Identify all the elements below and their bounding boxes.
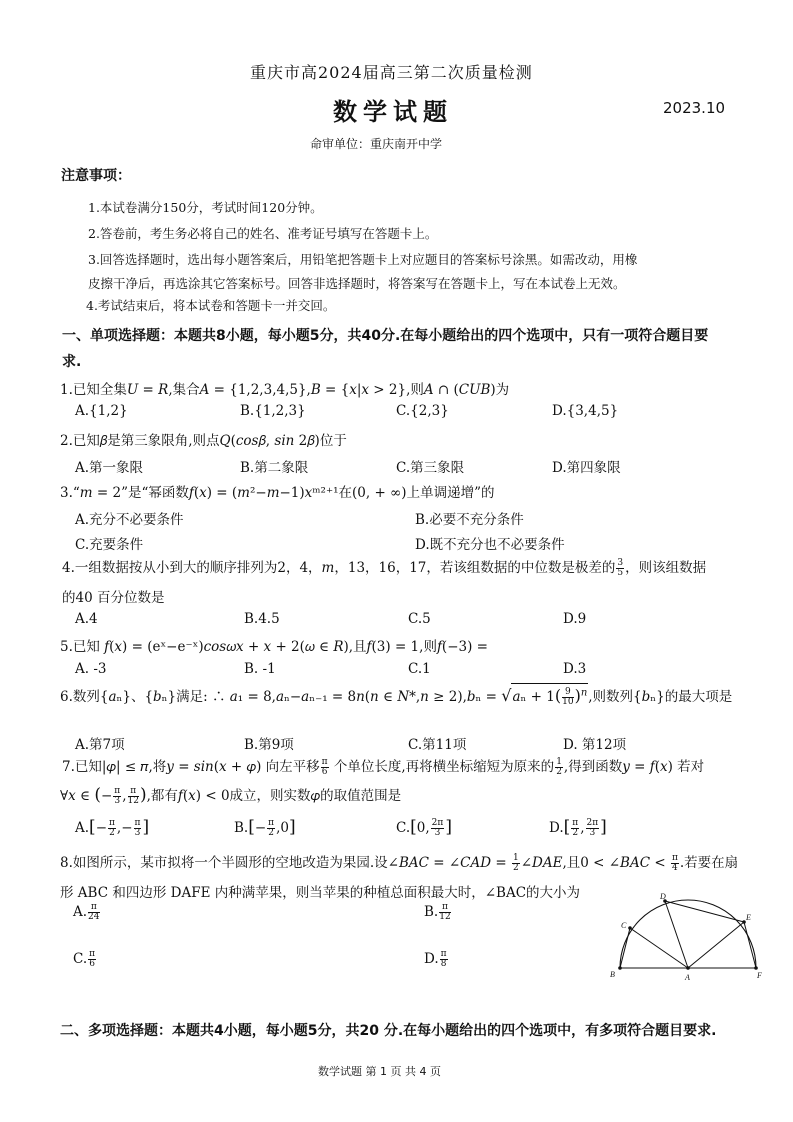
exam-date: 2023.10: [663, 99, 726, 117]
point-A: [686, 966, 690, 970]
q8-option-b-label: B.: [424, 904, 439, 920]
q7-option-b-label: B.: [234, 820, 249, 836]
q7-option-a: A.[− $\frac{\pi}{2}$ ,− $\frac{\pi}{3}$ ]: [75, 817, 150, 838]
q1-option-c: C.{2,3}: [396, 403, 449, 419]
section2-heading: 二、多项选择题：本题共4小题，每小题5分，共20 分.在每小题给出的四个选项中，有多项符合题目要求.: [60, 1023, 717, 1039]
q7-option-d-lo-num: π: [572, 818, 579, 828]
label-C: C: [621, 921, 627, 930]
q8-lim-num: π: [671, 853, 678, 863]
semicircle-figure: [600, 888, 772, 986]
note-item-3-cont: 皮擦干净后，再选涂其它答案标号。回答非选择题时，将答案写在答题卡上，写在本试卷上无效。: [88, 276, 626, 291]
q7-option-a-label: A.: [75, 820, 90, 836]
q8-option-a-den: 24: [88, 912, 100, 922]
q6-stem-text-b: ,则数列{𝑏ₙ}的最大项是: [588, 689, 733, 705]
q4-stem-text-b: ，则该组数据: [625, 560, 707, 576]
q7-stem: [62, 755, 704, 777]
note-item-3: 3.回答选择题时，选出每小题答案后，用铅笔把答题卡上对应题目的答案标号涂黑。如需改动，用橡: [88, 252, 638, 267]
page-footer: 数学试题 第 1 页 共 4 页: [318, 1065, 441, 1078]
q3-option-a: A.充分不必要条件: [75, 512, 184, 528]
segment-AD: [665, 901, 688, 968]
q6-fraction: [562, 688, 573, 707]
q5-option-d: D.3: [563, 661, 587, 677]
page-title: 数学试题: [333, 97, 453, 126]
q7-option-a-hi-den: 3: [134, 828, 141, 838]
q7-interval-left: [113, 787, 121, 806]
q7-interval-right-num: π: [128, 787, 139, 797]
q4-option-a: A.4: [75, 611, 98, 627]
q7-shift-fraction: [321, 758, 329, 777]
q8-option-a: [73, 903, 101, 922]
q7-option-b-lo-num: π: [268, 818, 275, 828]
q6-stem-text: 6.数列{𝑎ₙ}、{𝑏ₙ}满足: ∴ 𝑎₁ = 8,𝑎ₙ−𝑎ₙ₋₁ = 8𝑛(𝑛 ∈ 𝑁*,𝑛 ≥ 2),𝑏ₙ =: [60, 689, 502, 705]
segment-AE: [688, 922, 744, 968]
label-F: F: [757, 971, 762, 980]
q5-option-a: A. -3: [75, 661, 107, 677]
note-item-4: 4.考试结束后，将本试卷和答题卡一并交回。: [86, 298, 336, 313]
q8-option-b-den: 12: [439, 912, 451, 922]
q8-option-b: [424, 903, 452, 922]
q2-stem: 2.已知𝛽是第三象限角,则点𝑄(𝑐𝑜𝑠𝛽, 𝑠𝑖𝑛 2𝛽)位于: [60, 433, 347, 449]
q7-option-c: C.[0, $\frac{2\pi}{3}$ ]: [396, 817, 452, 838]
q4-stem-text: 4.一组数据按从小到大的顺序排列为2，4，𝑚，13，16，17，若该组数据的中位数是极差的: [62, 560, 616, 576]
q7-stem-text: 7.已知|𝜑| ≤ 𝜋,将𝑦 = 𝑠𝑖𝑛(𝑥 + 𝜑) 向左平移: [62, 759, 320, 775]
section1-heading-cont: 求.: [62, 354, 82, 370]
q7-shift-den: 6: [321, 767, 328, 777]
q2-option-a: A.第一象限: [75, 460, 144, 476]
q7-half-fraction: [555, 758, 563, 777]
segment-EF: [744, 922, 756, 968]
q8-option-a-num: π: [88, 903, 99, 913]
exam-subtitle: 重庆市高2024届高三第二次质量检测: [250, 63, 533, 82]
q2-option-b: B.第二象限: [240, 460, 309, 476]
q8-lim-den: 4: [672, 863, 678, 873]
q4-fraction: [616, 559, 624, 578]
q6-option-b: B.第9项: [244, 737, 294, 753]
q7-option-b: B.[− $\frac{\pi}{2}$ ,0]: [234, 817, 296, 838]
q4-option-b: B.4.5: [244, 611, 280, 627]
note-item-2: 2.答卷前，考生务必将自己的姓名、准考证号填写在答题卡上。: [88, 226, 438, 241]
q4-stem-cont: 的40 百分位数是: [62, 590, 165, 606]
q4-frac-num: 3: [617, 558, 624, 568]
q8-stem-text-b: ∠𝐷𝐴𝐸,且0 < ∠𝐵𝐴𝐶 <: [520, 855, 670, 871]
q7-stem-cont: ∀𝑥 ∈ (− $\frac{\pi}{3}$ , $\frac{\pi}{12}$ ),都有𝑓(𝑥) < 0成立，则实数𝜑的取值范围是: [60, 785, 402, 806]
q7-option-c-label: C.: [396, 820, 411, 836]
q7-option-a-lo-den: 2: [109, 828, 115, 838]
q7-option-a-lo-num: π: [109, 818, 115, 828]
q4-frac-den: 5: [617, 568, 624, 578]
q4-option-d: D.9: [563, 611, 587, 627]
q8-stem-text: 8.如图所示，某市拟将一个半圆形的空地改造为果园.设∠𝐵𝐴𝐶 = ∠𝐶𝐴𝐷 =: [60, 855, 511, 871]
segment-DE: [665, 901, 744, 922]
q1-option-d: D.{3,4,5}: [552, 403, 619, 419]
q7-stem-text-c: ,得到函数𝑦 = 𝑓(𝑥) 若对: [563, 759, 705, 775]
q8-option-b-num: π: [439, 903, 450, 913]
q2-option-c: C.第三象限: [396, 460, 465, 476]
q8-option-c-num: π: [89, 949, 96, 959]
label-E: E: [746, 913, 751, 922]
q8-half-num: 1: [512, 853, 519, 863]
point-F: [754, 966, 758, 970]
q6-frac-den: 10: [562, 697, 574, 707]
q5-option-b: B. -1: [244, 661, 276, 677]
q8-option-d-label: D.: [424, 951, 439, 967]
q6-option-a: A.第7项: [75, 737, 125, 753]
q3-stem: 3.“𝑚 = 2”是“幂函数𝑓(𝑥) = (𝑚²−𝑚−1)𝑥ᵐ²⁺¹在(0, + ∞)上单调递增”的: [60, 485, 495, 501]
notes-heading: 注意事项：: [61, 168, 131, 184]
q6-frac-num: 9: [562, 688, 573, 698]
q8-stem-text-c: .若要在扇: [679, 855, 739, 871]
q7-interval-right-den: 12: [127, 796, 139, 806]
q8-option-d-num: π: [440, 949, 447, 959]
q7-option-a-hi-num: π: [134, 818, 141, 828]
q8-option-a-label: A.: [73, 904, 88, 920]
q8-option-c-den: 6: [89, 959, 95, 969]
q7-interval-right: [128, 787, 139, 806]
author-unit: 命审单位：重庆南开中学: [310, 137, 443, 151]
q5-option-c: C.1: [408, 661, 431, 677]
q7-half-num: 1: [556, 757, 562, 767]
q8-stem-cont: 形 ABC 和四边形 DAFE 内种满苹果，则当苹果的种植总面积最大时，∠BAC的大小为: [60, 885, 581, 901]
q6-option-d: D. 第12项: [563, 737, 627, 753]
q7-interval-left-num: π: [114, 786, 121, 796]
q7-option-c-hi-den: 3: [434, 828, 441, 838]
q8-option-c-label: C.: [73, 951, 88, 967]
q7-option-d-label: D.: [549, 820, 564, 836]
segment-BC: [620, 928, 630, 968]
q6-exponent: 𝑛: [580, 687, 588, 699]
q3-option-d: D.既不充分也不必要条件: [415, 537, 565, 553]
note-item-1: 1.本试卷满分150分，考试时间120分钟。: [88, 200, 323, 215]
q7-stem-text-d: ,都有𝑓(𝑥) < 0成立，则实数𝜑的取值范围是: [146, 788, 402, 804]
semicircle-arc: [620, 900, 756, 968]
q8-stem: [60, 851, 738, 873]
q7-shift-num: π: [321, 757, 328, 767]
q6-sqrt-body: 𝑎ₙ + 1( $\frac{9}{10}$ )$^𝑛$: [511, 683, 588, 707]
q7-option-d-hi-den: 3: [589, 828, 596, 838]
q4-stem: [62, 556, 706, 578]
q1-stem: 1.已知全集𝑈 = 𝑅,集合𝐴 = {1,2,3,4,5},𝐵 = {𝑥|𝑥 > 2},则𝐴 ∩ (𝐶𝑈𝐵)为: [60, 382, 510, 398]
q7-option-d-hi-num: 2π: [586, 818, 599, 828]
q7-half-den: 2: [556, 767, 562, 777]
q7-option-c-hi-num: 2π: [431, 818, 444, 828]
q8-option-d: [424, 950, 449, 969]
sqrt-sign: √: [501, 686, 512, 705]
q6-option-c: C.第11项: [408, 737, 467, 753]
q3-option-c: C.充要条件: [75, 537, 144, 553]
section1-heading: 一、单项选择题：本题共8小题，每小题5分，共40分.在每小题给出的四个选项中，只有一项符合题目要: [62, 328, 709, 344]
q7-option-d: D.[ $\frac{\pi}{2}$ , $\frac{2\pi}{3}$ ]: [549, 817, 607, 838]
q8-option-d-den: 8: [440, 959, 447, 969]
q7-interval-left-den: 3: [114, 796, 121, 806]
label-D: D: [660, 892, 666, 901]
label-A: A: [685, 973, 690, 982]
q1-option-b: B.{1,2,3}: [240, 403, 306, 419]
point-B: [618, 966, 622, 970]
q8-half-den: 2: [512, 863, 519, 873]
q2-option-d: D.第四象限: [552, 460, 621, 476]
q6-sqrt-text: 𝑎ₙ + 1: [512, 689, 555, 705]
q7-stem-text-b: 个单位长度,再将横坐标缩短为原来的: [329, 759, 555, 775]
q7-option-c-lo: 0: [416, 820, 426, 836]
q7-option-b-hi: 0: [280, 820, 289, 836]
q7-option-b-lo-den: 2: [268, 828, 274, 838]
label-B: B: [610, 970, 615, 979]
q8-option-c: [73, 950, 97, 969]
q6-stem: [60, 683, 732, 707]
segment-AC: [630, 928, 688, 968]
q4-option-c: C.5: [408, 611, 431, 627]
q5-stem: 5.已知 𝑓(𝑥) = (eˣ−e⁻ˣ)𝑐𝑜𝑠𝜔𝑥 + 𝑥 + 2(𝜔 ∈ 𝑅),且𝑓(3) = 1,则𝑓(−3) =: [60, 639, 488, 655]
q7-option-d-lo-den: 2: [572, 828, 579, 838]
q1-option-a: A.{1,2}: [75, 403, 128, 419]
q7-forall: ∀𝑥 ∈: [60, 788, 95, 804]
q3-option-b: B.必要不充分条件: [415, 512, 524, 528]
point-C: [628, 926, 632, 930]
